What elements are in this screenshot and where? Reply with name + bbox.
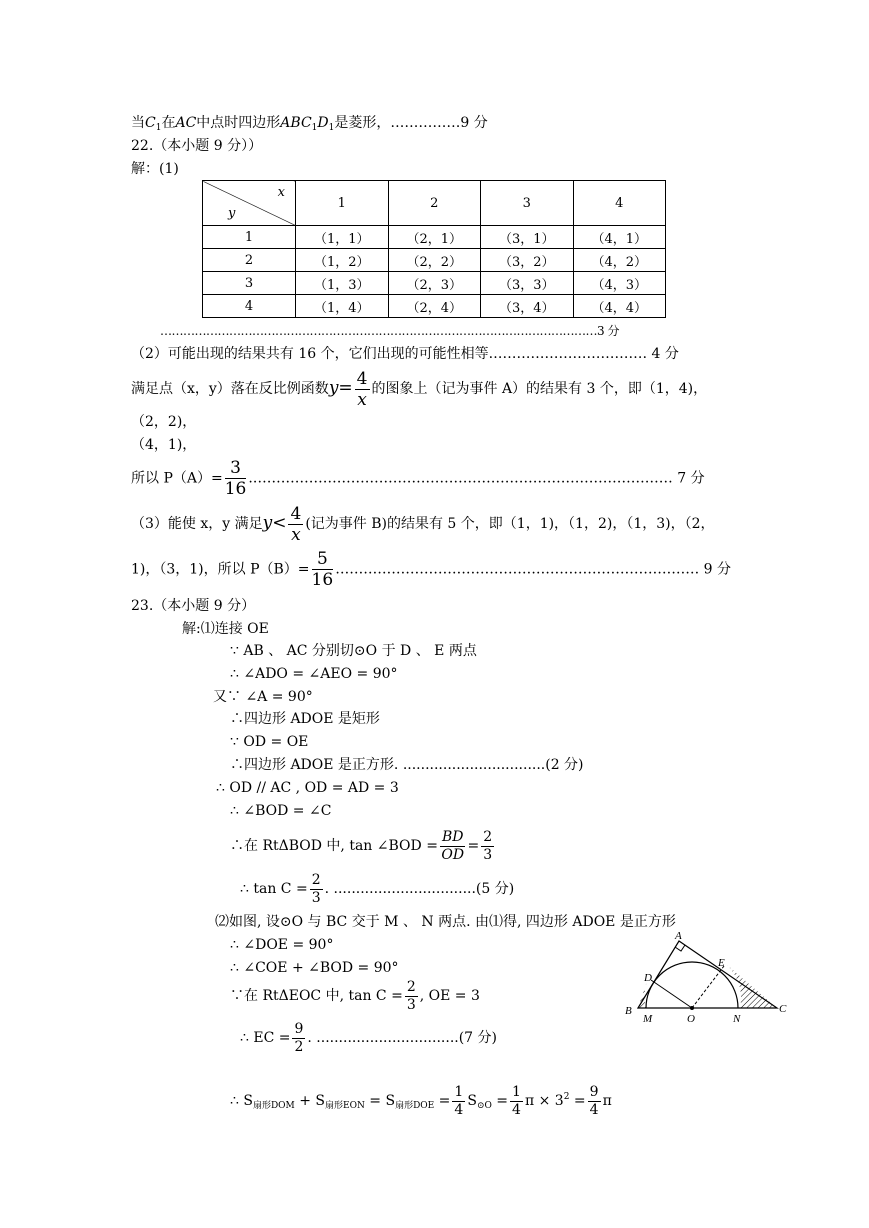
table-cell: （2，3） [388,272,481,295]
score-line: ……………………………………………………………………………………………………3 分 [160,324,619,338]
table-cell: （4，4） [573,295,666,318]
table-cell: （2，4） [388,295,481,318]
label-e: E [718,957,725,969]
table-cell: （3，1） [481,226,574,249]
q22-point: （4，1)， [131,437,197,453]
table-cell: （4，1） [573,226,666,249]
corner-x-label: x [277,185,285,200]
geometry-figure [620,925,795,1030]
table-cell: （3，2） [481,249,574,272]
table-row [203,249,666,272]
table-cell: （2，2） [388,249,481,272]
label-m: M [643,1013,653,1025]
q23-step: ∴ ∠COE + ∠BOD = 90° [230,960,399,976]
shaded-region-right [727,965,777,1008]
q22-point: （2，2)， [131,414,197,430]
q23-step: ∴四边形 ADOE 是矩形 [230,711,380,727]
q23-sector-sum: ∴ $S_{扇形DOM} + S_{扇形EON} = S_{扇形DOE}$ = $\frac{1}{4}$ $S_{⊙O}$ = $\frac{1}{4}$ $\pi \times 3^2$ = $\frac{9}{4}$ π [230,1083,612,1118]
q22-solve-label: 解：(1) [131,161,179,177]
table-cell: （3，4） [481,295,574,318]
q23-tan-c-eoc: ∵在 RtΔEOC 中, tan C = $\frac{2}{3}$ , OE = 3 [230,978,480,1013]
q22-part2: （2）可能出现的结果共有 16 个，它们出现的可能性相等.…………………………… 4 分 [131,346,679,362]
row-header: 4 [203,295,296,318]
q23-header: 23.（本小题 9 分） [131,598,256,614]
column-header: 1 [296,181,389,226]
q23-ec: ∴ EC = $\frac{9}{2}$ . ................................(7 分) [240,1020,497,1055]
row-header: 1 [203,226,296,249]
label-n: N [733,1013,741,1025]
column-header: 3 [481,181,574,226]
q23-step: ∴ ∠DOE = 90° [230,937,334,953]
q23-step: ∴ ∠BOD = ∠C [230,803,332,819]
intro-line: 当$C_1$在AC中点时四边形$ABC_1D_1$是菱形，……………9 分 [131,115,488,133]
q23-step: ∵ OD = OE [230,734,309,750]
column-header: 2 [388,181,481,226]
q22-part2-condition: 满足点（x，y）落在反比例函数y= $\frac{4}{x}$ 的图象上（记为事件 A）的结果有 3 个，即（1，4)， [131,368,708,410]
center-point [690,1006,694,1010]
table-cell: （1，4） [296,295,389,318]
corner-y-label: y [228,206,236,221]
q23-step: ∴ OD // AC , OD = AD = 3 [216,780,399,796]
q23-step: 解:⑴连接 OE [182,621,269,637]
table-cell: （2，1） [388,226,481,249]
table-row [203,272,666,295]
label-o: O [687,1013,695,1025]
outcome-table [202,180,666,318]
label-b: B [625,1005,632,1017]
table-row [203,295,666,318]
row-header: 2 [203,249,296,272]
table-cell: （1，2） [296,249,389,272]
table-header-row [203,181,666,226]
table-cell: （3，3） [481,272,574,295]
column-header: 4 [573,181,666,226]
label-a: A [675,930,682,942]
label-c: C [779,1003,787,1015]
q22-prob-b: 1)，（3，1)，所以 P（B）= $\frac{5}{16}$ …………………………………………………………………… 9 分 [131,549,731,590]
q22-part3: （3）能使 x，y 满足y< $\frac{4}{x}$ (记为事件 B)的结果有 5 个，即（1，1)，（1，2)，（1，3)，（2， [131,503,715,545]
table-cell: （4，2） [573,249,666,272]
q22-prob-a: 所以 P（A）= $\frac{3}{16}$ .……………………………………………………………………………… 7 分 [131,458,705,499]
q23-tan-c: ∴ tan C = $\frac{2}{3}$ . ................................(5 分) [240,871,515,906]
segment-od [651,980,692,1008]
row-header: 3 [203,272,296,295]
label-d: D [644,972,652,984]
q23-step: 又∵ ∠A = 90° [213,689,313,705]
table-corner-cell [203,181,296,226]
q23-step: ∴四边形 ADOE 是正方形. ................................(2 分) [230,757,584,773]
table-cell: （1，1） [296,226,389,249]
segment-oe [692,966,724,1008]
q23-step: ∴ ∠ADO = ∠AEO = 90° [230,666,398,682]
q22-header: 22.（本小题 9 分）） [131,138,263,154]
q23-part2: ⑵如图, 设⊙O 与 BC 交于 M 、 N 两点. 由⑴得, 四边形 ADOE 是正方形 [215,914,676,930]
table-cell: （1，3） [296,272,389,295]
table-cell: （4，3） [573,272,666,295]
q23-step: ∵ AB 、 AC 分别切⊙O 于 D 、 E 两点 [230,643,477,659]
q23-tan-bod: ∴在 RtΔBOD 中, tan ∠BOD = $\frac{BD}{OD}$ = $\frac{2}{3}$ [230,828,493,863]
table-row [203,226,666,249]
